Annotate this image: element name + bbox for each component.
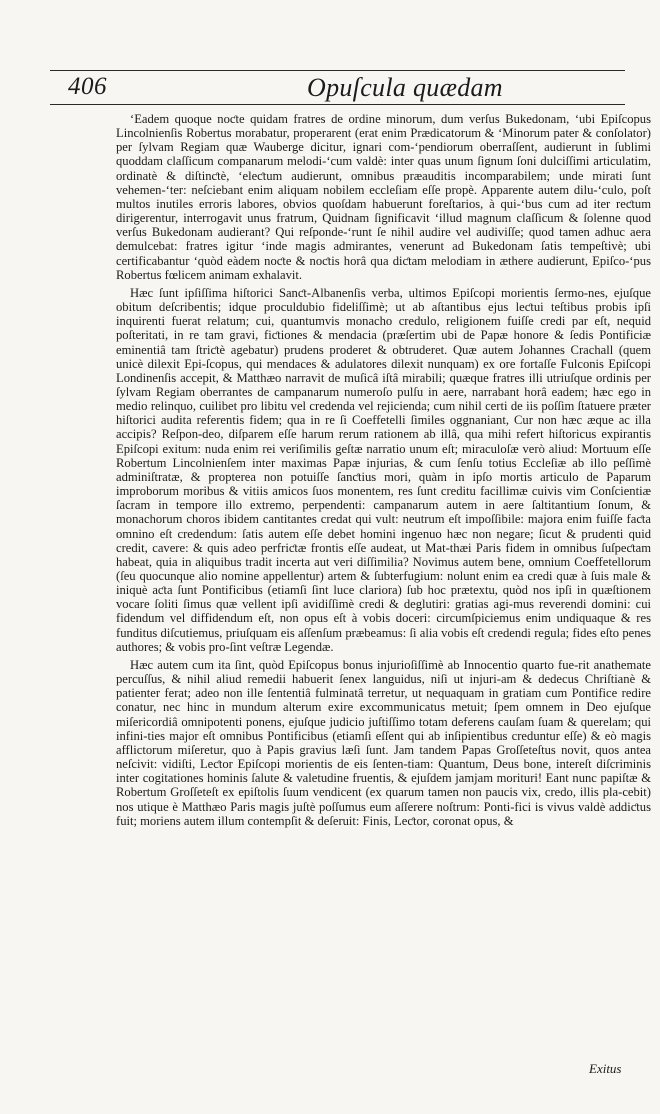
top-rule [50, 70, 625, 71]
header-rule [50, 104, 625, 105]
paragraph-quotation: ‘Eadem quoque noƈte quidam fratres de ordine minorum, dum verſus Bukedonam, ‘ubi Epiſcopus Lincolnienſis Robertus morabatur, properarent (erat enim Prædicatorum & ‘Minorum pater & conſolator) per ſylvam Regiam quæ Wauberge dicitur, ignari com-‘pendiorum oberraſſent, audierunt in ſublimi quoddam claſſicum companarum melodi-‘cum valdè: inter quas unum ſignum ſoni dulciſſimi articulatim, ordinatè & diſtinƈtè, ‘eleƈtum audierunt, omnibus præauditis incomparabilem; unde mirati ſunt vehemen-‘ter: neſciebant enim aliquam nobilem eccleſiam eſſe propè. Apparente autem dilu-‘culo, poſt multos inutiles erroris labores, obvios quoſdam habuerunt foreſtarios, à qui-‘bus cum ad iter reƈtum dirigerentur, interrogavit unus fratrum, Quidnam ſignificavit ‘illud magnum claſſicum & ſolenne quod verſus Bukedonam audierant? Qui reſponde-‘runt ſe nihil audire vel audiviſſe; quod tamen adhuc aera demulcebat: fratres igitur ‘inde magis admirantes, venerunt ad Bukedonam ſatis tempeſtivè; ubi certificabantur ‘quòd eàdem noƈte & noƈtis horâ qua diƈtam melodiam in æthere audierunt, Epiſco-‘pus Robertus fœlicem animam exhalavit. [116, 112, 651, 282]
page-number: 406 [68, 73, 107, 100]
paragraph-commentary: Hæc ſunt ipſiſſima hiſtorici Sanƈt-Albanenſis verba, ultimos Epiſcopi morientis ſermo-nes, ejuſque obitum deſcribentis; idque proculdubio fideliſſimè; ut ab aſtantibus ejus leƈtui teſtibus probis ipſi inquirenti fuerat relatum; cui, quantumvis monacho credulo, religionem fuiſſe credi par eſt, nequid poſteritati, in re tam gravi, fiƈtiones & mendacia (præſertim ubi de Papæ honore & ſedis Pontificiæ eminentiâ tam ſtriƈtè agebatur) prudens proderet & obtruderet. Quæ autem Johannes Crachall (quem unicè dilexit Epi-ſcopus, qui mendaces & adulatores dilexit nunquam) ex ore fortaſſe Fulconis Epiſcopi Londinenſis accepit, & Matthæo narravit de muſicâ iſtâ mirabili; quæque fratres illi utriuſque ordinis per ſylvam Regiam oberrantes de campanarum numeroſo pulſu in aere, narrabant horâ eadem; hæc ego in medio relinquo, cuilibet pro libitu vel credenda vel rejicienda; cum nihil certi de iis poſſim ſtatuere præter hiſtorici audita referentis fidem; qua in re ſi Coeffetelli ſimiles oggnaniant, Cur non hæc æque ac illa accipis? Reſpon-deo, diſparem eſſe harum rerum rationem ab illâ, qua mihi refert hiſtoricus expirantis Epiſcopi exitum: nuda enim rei veriſimilis geſtæ narratio unum eſt; miraculoſæ verò aliud: Mortuum eſſe Robertum Lincolnienſem inter maximas Papæ injurias, & cum ſenſu totius Eccleſiæ ab illo peſſimè adminiſtratæ, & propterea non potuiſſe ſanƈtius mori, quàm in ipſo mortis articulo de Paparum improborum moribus & vitiis amicos ſuos monentem, res ſunt creditu facillimæ cuivis vim Conſcientiæ ſacram in tempore illo extremo, perpendenti: campanarum autem in aere ſaltitantium ſonum, & monachorum choros ibidem cantitantes credat qui vult: neutrum eſt impoſſibile: majora enim fuiſſe faƈta omnino eſt credendum: ſatis autem eſſe debet homini ingenuo hæc non negare; ſicut & prudenti quid credit, cavere: & quis adeo perfriƈtæ frontis eſſe audeat, ut Mat-thæi Paris fidem in omnibus ſuſpeƈtam habeat, quia in aliquibus tradit incerta aut veri diſſimilia? Novimus autem bene, omnium Coeffetellorum (ſeu quocunque alio nomine appellentur) artem & ſubterfugium: nolunt enim ea credi quæ à ſuis male & iniquè aƈta ſunt Pontificibus (etiamſi ſint luce clariora) ſub hoc prætextu, quòd nos ipſi in quæſtionem vocare ſoliti ſimus quæ vellent ipſi avidiſſimè credi & deglutiri: gratias agi-mus reverendi domini: cui fidendum vel diffidendum eſt, non opus eſt à vobis doceri: circumſpiciemus enim undiquaque & res funditus diſcutiemus, priuſquam eis aſſenſum præbeamus: ſi alia vobis eſt credendi regula; fides eſto penes authores; & vobis pro-ſint veſtræ Legendæ. [116, 285, 651, 654]
paragraph-conclusion: Hæc autem cum ita ſint, quòd Epiſcopus bonus injurioſiſſimè ab Innocentio quarto fue-rit anathemate percuſſus, & nihil aliud remedii habuerit ſenex languidus, niſi ut injuri-am & dedecus Chriſtianè & patienter ferat; adeo non ille ſententiâ fulminatâ terretur, ut nequaquam in gratiam cum Pontifice redire conatur, nec hinc in mundum alterum exire excommunicatus metuit; ſpem omnem in Deo ejuſque miſericordiâ omnipotenti ponens, ejuſque judicio juſtiſſimo totam deferens cauſam ſuam & querelam; qui infini-ties major eſt omnibus Pontificibus (etiamſi eſſent qui ab inſipientibus creduntur eſſe) & eò magis afflictorum miſeretur, quo à Papis gravius læſi ſunt. Jam tandem Papas Groſſeteſtus novit, quos antea neſcivit: vidiſti, Leƈtor Epiſcopi morientis de eis ſenten-tiam: Quantum, Deus bone, intereſt diſcriminis inter cogitationes hominis ſalute & valetudine fruentis, & ejuſdem jamjam morituri! Eant nunc papiſtæ & Robertum Groſſeteſt ex epiſtolis ſuum vendicent (ex quarum tamen non paucis vix, credo, illis pla-cebit) nos utique è Matthæo Paris magis juſtè poſſumus eum aſſerere noſtrum: Ponti-fici is vivus valdè addiƈtus fuit; moriens autem illum contempſit & deſeruit: Finis, Leƈtor, coronat opus, & [116, 657, 651, 828]
running-title: Opuſcula quædam [307, 73, 503, 102]
body-text [116, 112, 651, 828]
catchword: Exitus [589, 1061, 622, 1076]
